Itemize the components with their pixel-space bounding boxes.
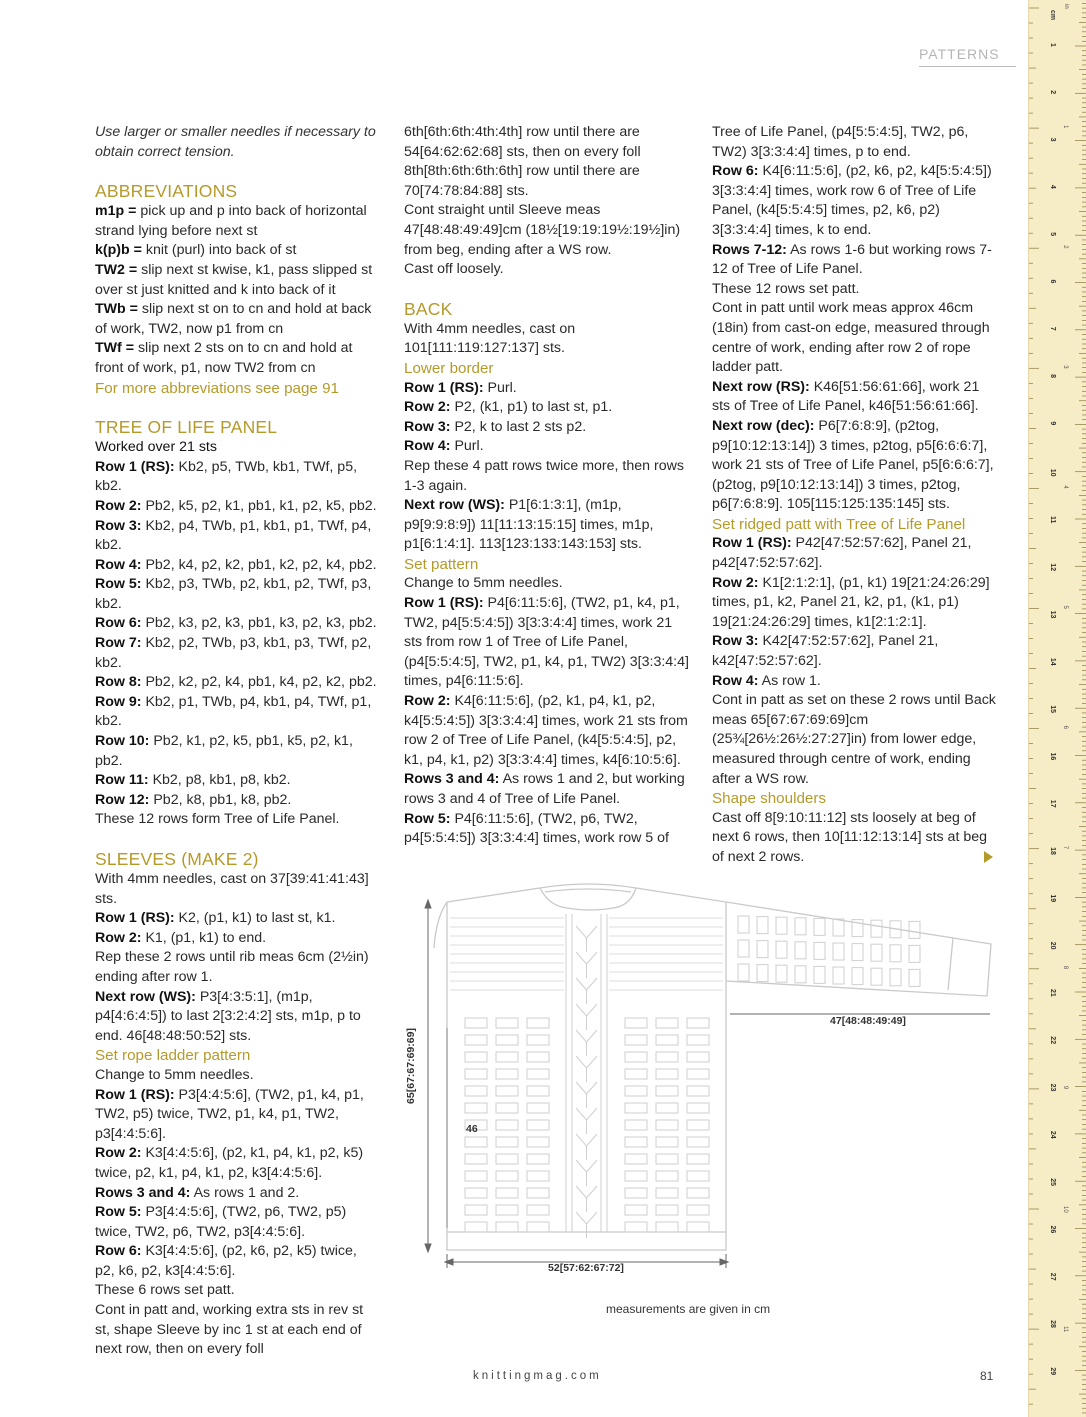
diagram-caption: measurements are given in cm [606, 1302, 771, 1316]
site-url: knittingmag.com [473, 1370, 602, 1382]
row-text: K2, (p1, k1) to last st, k1. [174, 910, 336, 927]
row-label: Row 2: [404, 399, 451, 416]
row-text: P1[6:1:3:1], (m1p, p9[9:9:8:9]) 11[11:13:15:15] times, m1p, p1[6:1:4:1]. 113[123:133:143:153] sts. [404, 497, 654, 553]
row-label: TW2 = [95, 261, 138, 278]
instruction-row [712, 378, 997, 417]
row-text: Kb2, p4, TWb, p1, kb1, p1, TWf, p4, kb2. [95, 517, 372, 554]
panel-note [95, 438, 380, 458]
row-label: Row 2: [712, 574, 759, 591]
section-heading [95, 180, 380, 202]
row-label: Row 8: [95, 674, 142, 691]
section-header: PATTERNS [919, 46, 1000, 62]
ruler-cm-number: 9 [1049, 421, 1056, 426]
instruction-row [95, 771, 380, 791]
row-text: P4[6:11:5:6], (TW2, p6, TW2, p4[5:5:4:5]) 3[3:3:4:4] times, work row 5 of [404, 810, 669, 847]
row-text: BACK [404, 298, 453, 319]
row-label: Row 4: [712, 672, 759, 689]
instruction-row [95, 693, 380, 732]
ruler-cm-number: 28 [1049, 1320, 1056, 1328]
row-text: P42[47:52:57:62], Panel 21, p42[47:52:57:62]. [712, 535, 972, 572]
instruction-row [95, 1144, 380, 1183]
row-text: Purl. [450, 438, 484, 455]
row-text: P4[6:11:5:6], (TW2, p1, k4, p1, TW2, p4[5:5:4:5]) 3[3:3:4:4] times, work 21 sts from row 1 of Tree of Life Panel, (p4[5:5:4:5], TW2, p1, k4, p1, TW2) 3[3:3:4:4] times, p4[6:11:5:6]. [404, 595, 689, 690]
row-label: Row 2: [95, 1145, 142, 1162]
instruction-row [95, 634, 380, 673]
row-label: Next row (WS): [95, 988, 196, 1005]
instruction-row [712, 672, 997, 692]
row-text: Pb2, k8, pb1, k8, pb2. [149, 791, 292, 808]
instruction-row [95, 339, 380, 378]
width-label: 52[57:62:67:72] [548, 1262, 624, 1274]
row-label: Row 6: [95, 1243, 142, 1260]
row-label: Next row (RS): [712, 378, 810, 395]
ruler-cm-number: 2 [1049, 90, 1056, 95]
instruction-text [712, 809, 997, 868]
row-text: With 4mm needles, cast on 37[39:41:41:43] sts. [95, 871, 369, 907]
row-text: Use larger or smaller needles if necessary to obtain correct tension. [95, 124, 376, 160]
row-label: Row 5: [95, 1204, 142, 1221]
instruction-text [95, 1066, 380, 1086]
ruler-cm-number: 5 [1049, 232, 1056, 237]
row-text: Tree of Life Panel, (p4[5:5:4:5], TW2, p6, TW2) 3[3:3:4:4] times, p to end. [712, 124, 969, 160]
row-text: Set ridged patt with Tree of Life Panel [712, 515, 966, 533]
subheading [95, 1046, 380, 1066]
row-label: Row 2: [95, 929, 142, 946]
ruler-cm-number: 8 [1049, 374, 1056, 379]
row-text: Pb2, k1, p2, k5, pb1, k5, p2, k1, pb2. [95, 733, 353, 769]
row-text: Shape shoulders [712, 790, 826, 808]
row-text: For more abbreviations see page 91 [95, 379, 339, 397]
instruction-row [404, 770, 689, 809]
instruction-row [95, 261, 380, 300]
row-text: knit (purl) into back of st [141, 242, 297, 259]
row-text: Lower border [404, 359, 494, 377]
instruction-text [404, 260, 689, 280]
row-label: Row 5: [95, 576, 142, 593]
instruction-text [404, 457, 689, 496]
instruction-row [95, 988, 380, 1047]
row-label: Row 10: [95, 733, 150, 750]
instruction-row [404, 810, 689, 849]
instruction-row [95, 556, 380, 576]
body-length-label: 65[67:67:69:69] [405, 1028, 417, 1104]
row-text: Rep these 2 rows until rib meas 6cm (2½in) ending after row 1. [95, 949, 369, 985]
ruler-inch-number: 6 [1062, 725, 1068, 729]
instruction-text [712, 299, 997, 377]
row-text: K4[6:11:5:6], (p2, k1, p4, k1, p2, k4[5:5:4:5]) 3[3:3:4:4] times, work 21 sts from row 2 of Tree of Life Panel, (k4[5:5:4:5], p2, k1, p4, k1, p2) 3[3:3:4:4] times, k4[6:10:5:6]. [404, 693, 688, 768]
subheading [712, 515, 997, 535]
instruction-row [712, 534, 997, 573]
row-text: P2, (k1, p1) to last st, p1. [450, 399, 613, 416]
row-text: P3[4:4:5:6], (TW2, p1, k4, p1, TW2, p5) twice, TW2, p1, k4, p1, TW2, p3[4:4:5:6]. [95, 1086, 364, 1142]
ruler-cm-number: 27 [1049, 1272, 1056, 1281]
row-text: As rows 1 and 2. [190, 1184, 300, 1201]
instruction-text [404, 320, 689, 359]
instruction-row [95, 202, 380, 241]
row-text: slip next 2 sts on to cn and hold at front of work, p1, now TW2 from cn [95, 340, 353, 376]
instruction-text [95, 1301, 380, 1360]
row-text: Rep these 4 patt rows twice more, then rows 1-3 again. [404, 457, 684, 494]
in-label: in [1063, 4, 1069, 9]
row-text: K3[4:4:5:6], (p2, k6, p2, k5) twice, p2, k6, p2, k3[4:4:5:6]. [95, 1243, 357, 1279]
instruction-text [404, 123, 689, 201]
instruction-text [712, 691, 997, 789]
row-text: K1, (p1, k1) to end. [141, 929, 267, 946]
ruler-inch-number: 3 [1062, 365, 1068, 369]
row-text: Kb2, p8, kb1, p8, kb2. [148, 772, 291, 789]
row-text: 6th[6th:6th:4th:4th] row until there are 54[64:62:62:68] sts, then on every foll 8th[8th:6th:6th:6th] row until there are 70[74:78:84:88] sts. [404, 124, 641, 199]
row-label: TWf = [95, 340, 135, 357]
instruction-row [712, 417, 997, 515]
row-text: P3[4:3:5:1], (m1p, p4[4:6:4:5]) to last 2[3:2:4:2] sts, m1p, p to end. 46[48:48:50:52] sts. [95, 988, 361, 1044]
page-number: 81 [980, 1369, 994, 1383]
row-text: Kb2, p1, TWb, p4, kb1, p4, TWf, p1, kb2. [95, 693, 372, 730]
instruction-row [404, 379, 689, 399]
row-label: Rows 3 and 4: [95, 1184, 191, 1201]
row-text: Worked over 21 sts [95, 439, 217, 456]
text-column-2 [404, 123, 689, 849]
row-text: Pb2, k2, p2, k4, pb1, k4, p2, k2, pb2. [141, 674, 377, 691]
ruler-inch-number: 8 [1062, 965, 1068, 970]
row-text: As row 1. [758, 672, 821, 689]
instruction-row [712, 632, 997, 671]
instruction-text [712, 123, 997, 162]
row-text: Cast off 8[9:10:11:12] sts loosely at beg of next 6 rows, then 10[11:12:13:14] sts at beg of next 2 rows. [712, 809, 987, 865]
garment-schematic [400, 878, 1000, 1293]
row-text: Set pattern [404, 555, 479, 573]
row-text: With 4mm needles, cast on 101[111:119:127:137] sts. [404, 320, 576, 357]
ruler-cm-number: 22 [1049, 1036, 1056, 1045]
row-text: P6[7:6:8:9], (p2tog, p9[10:12:13:14]) 3 times, p2tog, p5[6:6:6:7], work 21 sts of Tree of Life Panel, p5[6:6:6:7], (p2tog, p9[10:12:13:14]) 3 times, p2tog, p6[7:6:8:9]. 105[115:125:135:145] sts. [712, 417, 994, 513]
instruction-row [404, 437, 689, 457]
row-text: Purl. [483, 379, 517, 396]
ruler-cm-number: 12 [1049, 563, 1056, 572]
row-text: ABBREVIATIONS [95, 181, 238, 202]
row-text: SLEEVES (MAKE 2) [95, 849, 259, 869]
ruler-cm-number: 25 [1049, 1178, 1056, 1186]
continue-arrow-icon [984, 851, 993, 863]
instruction-text [95, 948, 380, 987]
instruction-row [95, 1086, 380, 1145]
row-label: Row 9: [95, 693, 142, 710]
ruler-inch-number: 1 [1062, 125, 1068, 129]
subheading [95, 379, 380, 399]
row-text: slip next st on to cn and hold at back of work, TW2, now p1 from cn [95, 301, 372, 337]
instruction-row [95, 1203, 380, 1242]
section-heading [95, 848, 380, 870]
row-text: Set rope ladder pattern [95, 1047, 251, 1065]
row-text: P3[4:4:5:6], (TW2, p6, TW2, p5) twice, TW2, p6, TW2, p3[4:4:5:6]. [95, 1204, 347, 1240]
sleeve-length-label: 47[48:48:49:49] [830, 1015, 906, 1027]
row-text: Kb2, p5, TWb, kb1, TWf, p5, kb2. [95, 458, 358, 495]
ruler-inch-number: 9 [1062, 1085, 1068, 1090]
measuring-ruler [1028, 0, 1086, 1417]
row-label: TWb = [95, 301, 138, 318]
instruction-row [712, 162, 997, 240]
subheading [404, 555, 689, 575]
row-label: Row 4: [95, 556, 142, 573]
row-text: Cast off loosely. [404, 261, 504, 278]
row-label: Row 3: [95, 517, 142, 534]
row-label: Row 12: [95, 791, 150, 808]
ruler-cm-number: 7 [1049, 326, 1056, 331]
ruler-cm-number: 17 [1049, 799, 1056, 808]
instruction-row [404, 418, 689, 438]
row-text: As rows 1-6 but working rows 7-12 of Tree of Life Panel. [712, 241, 992, 278]
row-label: Row 11: [95, 772, 149, 789]
instruction-text [95, 870, 380, 909]
instruction-row [404, 692, 689, 770]
subheading [404, 359, 689, 379]
row-text: Cont in patt and, working extra sts in rev st st, shape Sleeve by inc 1 st at each end of next row, then on every foll [95, 1302, 364, 1358]
row-label: Row 1 (RS): [95, 458, 175, 475]
text-column-3 [712, 123, 997, 868]
instruction-row [95, 929, 380, 949]
yoke-depth-label: 46 [466, 1123, 478, 1135]
instruction-text [95, 810, 380, 830]
row-label: Row 4: [404, 438, 451, 455]
ruler-cm-number: 14 [1049, 657, 1056, 666]
row-label: Row 1 (RS): [95, 1086, 175, 1103]
intro-note [95, 123, 380, 162]
instruction-text [95, 1281, 380, 1301]
ruler-inch-number: 2 [1062, 245, 1068, 249]
row-label: Next row (WS): [404, 497, 505, 514]
row-text: Change to 5mm needles. [95, 1066, 254, 1083]
section-heading [404, 298, 689, 320]
ruler-inch-number: 11 [1062, 1326, 1068, 1333]
section-heading [95, 416, 380, 438]
row-label: Row 3: [712, 633, 759, 650]
instruction-row [95, 241, 380, 261]
row-text: Pb2, k4, p2, k2, pb1, k2, p2, k4, pb2. [141, 556, 377, 573]
instruction-row [95, 458, 380, 497]
ruler-cm-number: 26 [1049, 1225, 1056, 1234]
instruction-row [95, 497, 380, 517]
ruler-inch-number: 5 [1062, 605, 1068, 609]
row-label: Row 2: [404, 693, 451, 710]
row-text: As rows 1 and 2, but working rows 3 and 4 of Tree of Life Panel. [404, 771, 685, 807]
instruction-row [712, 574, 997, 633]
row-text: P2, k to last 2 sts p2. [450, 418, 587, 435]
row-label: Row 2: [95, 497, 142, 514]
ruler-cm-number: 18 [1049, 847, 1056, 855]
ruler-cm-number: 13 [1049, 610, 1056, 619]
ruler-cm-number: 20 [1049, 941, 1056, 950]
row-text: Kb2, p2, TWb, p3, kb1, p3, TWf, p2, kb2. [95, 635, 372, 671]
row-text: TREE OF LIFE PANEL [95, 417, 278, 438]
row-text: These 12 rows form Tree of Life Panel. [95, 811, 340, 828]
subheading [712, 789, 997, 809]
instruction-row [95, 517, 380, 556]
row-text: K42[47:52:57:62], Panel 21, k42[47:52:57:62]. [712, 633, 939, 670]
row-text: Cont in patt until work meas approx 46cm (18in) from cast-on edge, measured through centre of work, ending after row 2 of rope ladder patt. [712, 300, 990, 376]
row-label: Row 3: [404, 418, 451, 435]
row-text: K3[4:4:5:6], (p2, k1, p4, k1, p2, k5) twice, p2, k1, p4, k1, p2, k3[4:4:5:6]. [95, 1145, 364, 1181]
instruction-row [95, 575, 380, 614]
instruction-row [95, 1242, 380, 1281]
ruler-cm-number: 19 [1049, 894, 1056, 903]
instruction-row [95, 732, 380, 771]
instruction-text [404, 201, 689, 260]
sleeve-boxes [738, 916, 920, 986]
ruler-cm-number: 24 [1049, 1130, 1056, 1139]
row-text: These 6 rows set patt. [95, 1282, 235, 1299]
instruction-row [404, 398, 689, 418]
yoke-ridges [450, 918, 723, 990]
row-text: slip next st kwise, k1, pass slipped st over st just knitted and k into back of it [95, 261, 373, 298]
instruction-row [95, 614, 380, 634]
instruction-row [95, 909, 380, 929]
instruction-text [712, 280, 997, 300]
instruction-text [404, 574, 689, 594]
row-label: Rows 3 and 4: [404, 771, 500, 788]
row-label: k(p)b = [95, 242, 142, 259]
instruction-row [95, 1184, 380, 1204]
instruction-row [95, 673, 380, 693]
ruler-cm-number: 6 [1049, 279, 1056, 284]
row-text: Change to 5mm needles. [404, 575, 563, 592]
ruler-inch-number: 7 [1062, 845, 1068, 850]
row-text: Cont straight until Sleeve meas 47[48:48:49:49]cm (18½[19:19:19½:19½]in) from beg, ending after a WS row. [404, 202, 681, 258]
row-text: K4[6:11:5:6], (p2, k6, p2, k4[5:5:4:5]) 3[3:3:4:4] times, work row 6 of Tree of Life Panel, (k4[5:5:4:5] times, p2, k6, p2) 3[3:3:4:4] times, k to end. [712, 163, 992, 238]
ruler-cm-number: 1 [1049, 43, 1056, 47]
row-label: Row 6: [712, 163, 759, 180]
ruler-cm-number: 29 [1049, 1367, 1056, 1376]
ruler-cm-number: 23 [1049, 1083, 1056, 1092]
cm-label: cm [1049, 10, 1056, 21]
ruler-cm-number: 3 [1049, 137, 1056, 142]
instruction-row [712, 241, 997, 280]
tree-of-life-chevrons [576, 926, 597, 1238]
ruler-inch-number: 10 [1062, 1206, 1068, 1213]
row-label: Row 1 (RS): [712, 535, 792, 552]
row-text: K46[51:56:61:66], work 21 sts of Tree of Life Panel, k46[51:56:61:66]. [712, 378, 980, 415]
row-text: K1[2:1:2:1], (p1, k1) 19[21:24:26:29] times, p1, k2, Panel 21, k2, p1, (k1, p1) 19[21:24:26:29] times, k1[2:1:2:1]. [712, 574, 990, 630]
ruler-cm-number: 4 [1049, 184, 1056, 189]
row-label: Next row (dec): [712, 417, 815, 434]
instruction-row [95, 300, 380, 339]
row-label: Row 7: [95, 635, 142, 652]
row-text: pick up and p into back of horizontal strand lying before next st [95, 203, 367, 239]
ruler-cm-number: 10 [1049, 468, 1056, 477]
row-text: Pb2, k3, p2, k3, pb1, k3, p2, k3, pb2. [141, 615, 377, 632]
row-text: Kb2, p3, TWb, p2, kb1, p2, TWf, p3, kb2. [95, 576, 372, 612]
instruction-row [95, 791, 380, 811]
header-rule [919, 66, 1016, 67]
ruler-cm-number: 21 [1049, 989, 1056, 997]
row-label: Row 6: [95, 615, 142, 632]
text-column-1 [95, 123, 380, 1360]
row-label: Row 1 (RS): [404, 595, 484, 612]
row-label: Rows 7-12: [712, 241, 787, 258]
instruction-row [404, 594, 689, 692]
ruler-cm-number: 15 [1049, 705, 1056, 713]
row-text: Pb2, k5, p2, k1, pb1, k1, p2, k5, pb2. [141, 497, 377, 514]
row-label: Row 1 (RS): [95, 910, 175, 927]
ruler-inch-number: 4 [1062, 485, 1068, 489]
row-label: Row 5: [404, 810, 451, 827]
instruction-row [404, 496, 689, 555]
ruler-cm-number: 16 [1049, 752, 1056, 761]
row-label: m1p = [95, 203, 137, 220]
row-label: Row 1 (RS): [404, 379, 484, 396]
ruler-cm-number: 11 [1049, 516, 1056, 524]
row-text: These 12 rows set patt. [712, 280, 860, 297]
row-text: Cont in patt as set on these 2 rows until Back meas 65[67:67:69:69]cm (25¾[26½:26½:27:27]in) from lower edge, measured through centre of work, ending after a WS row. [712, 692, 996, 787]
